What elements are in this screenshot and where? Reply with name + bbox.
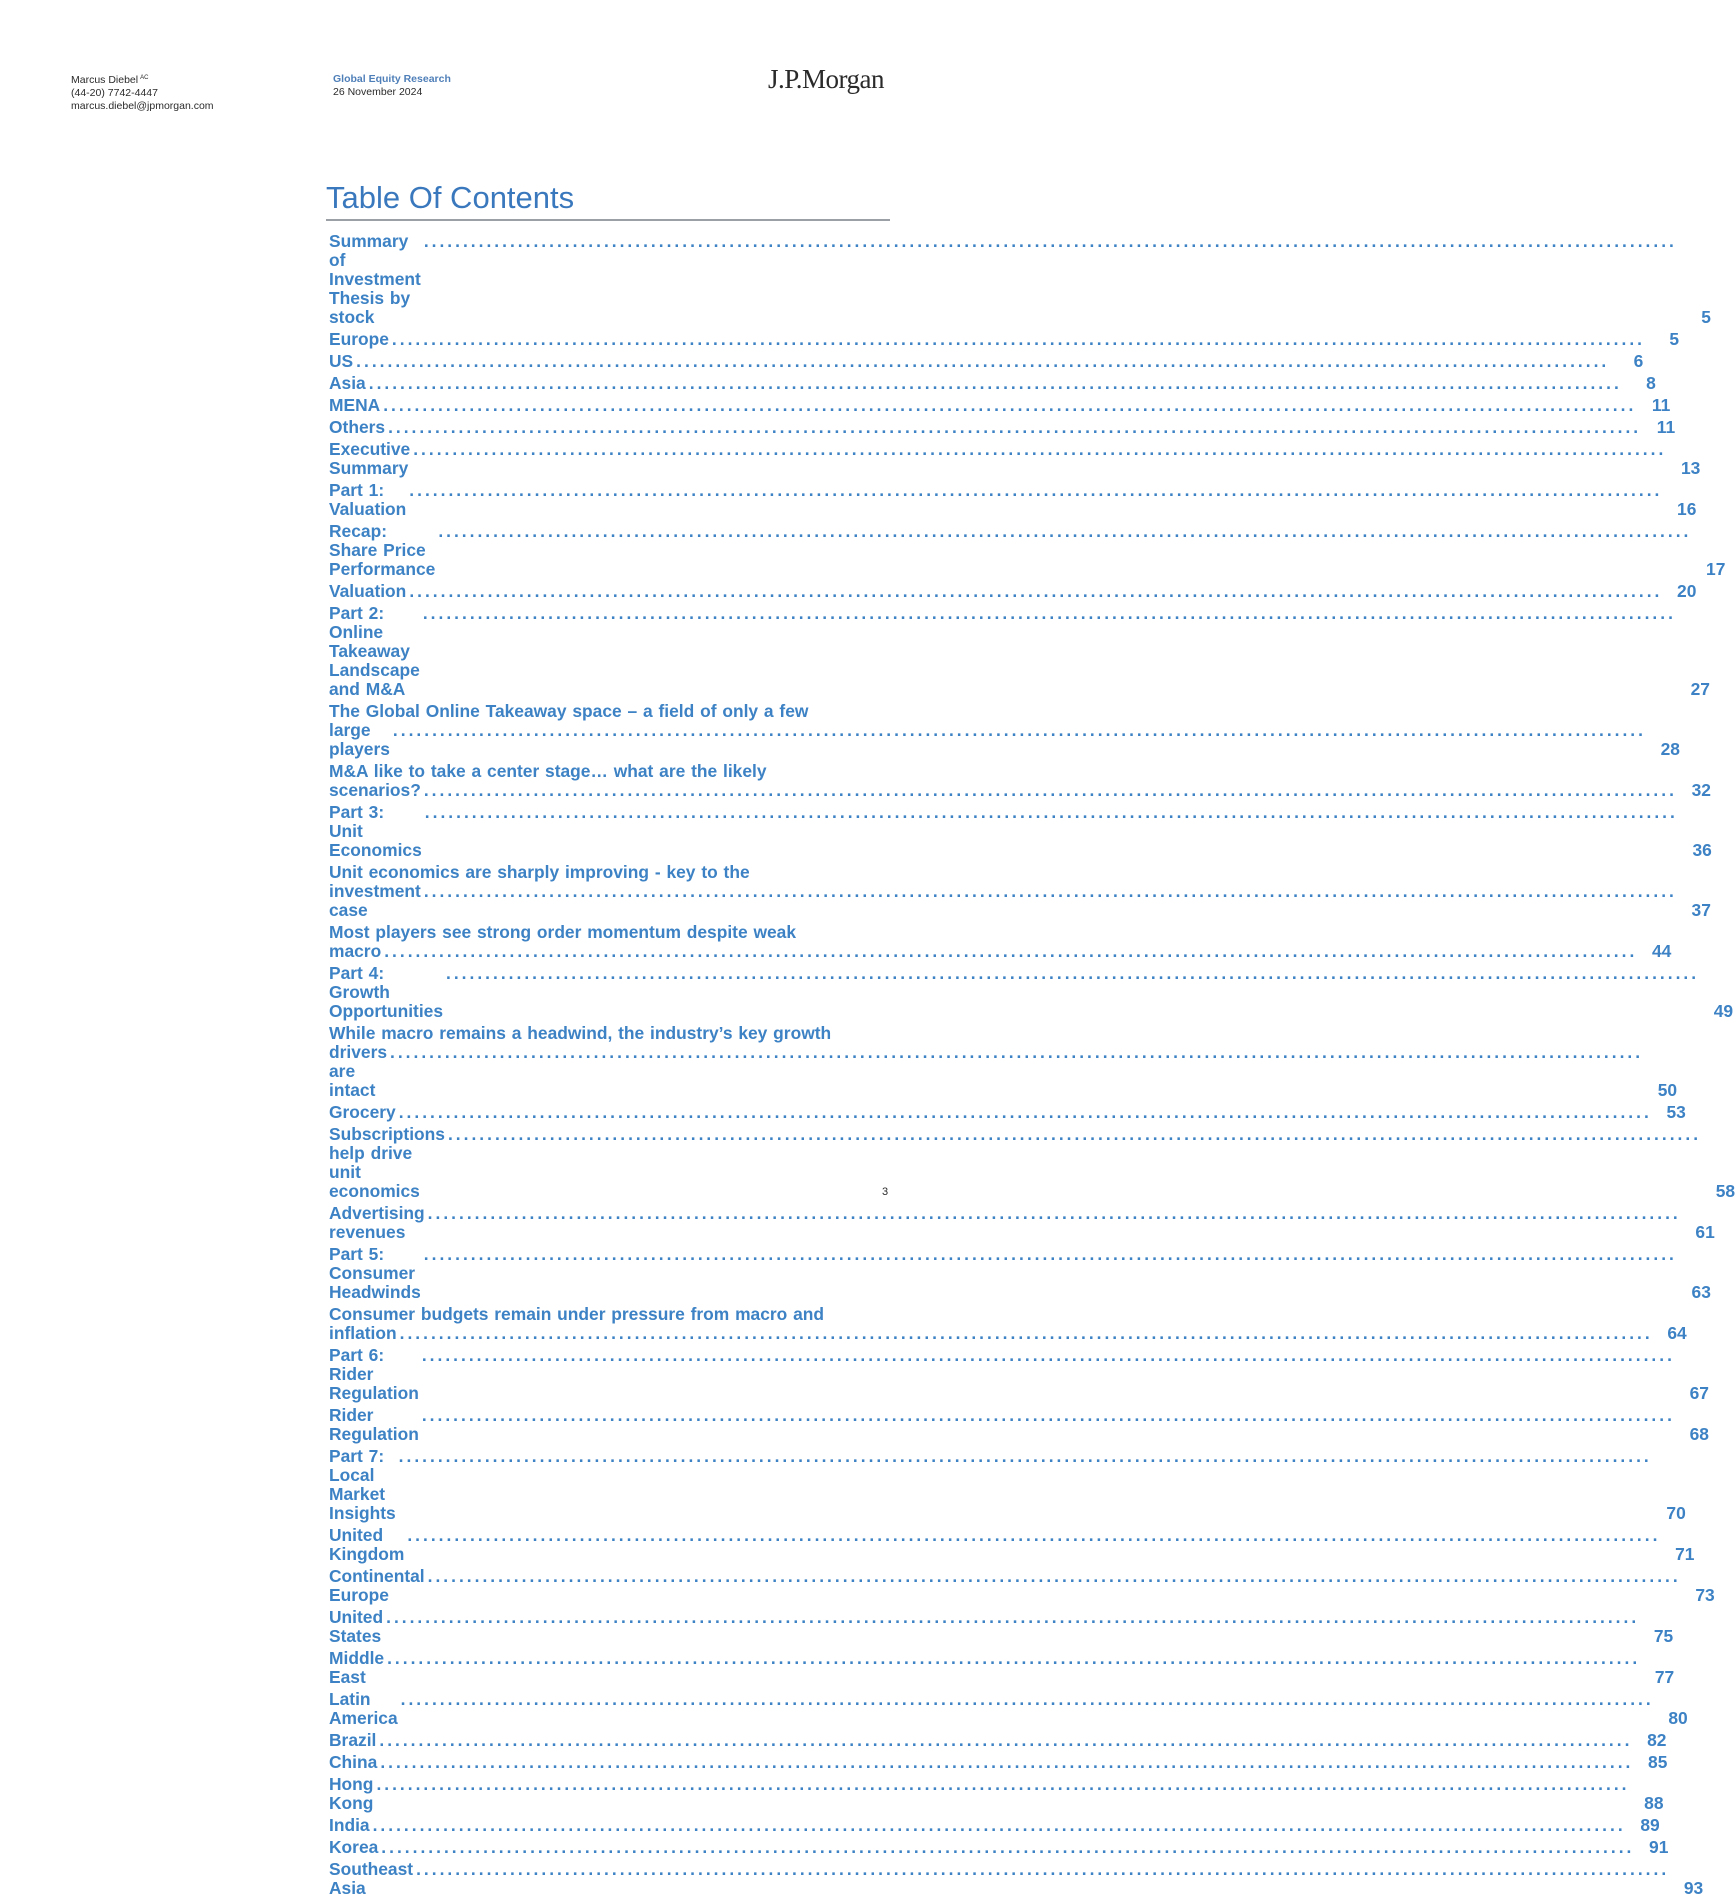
toc-entry-title [329,964,1705,1021]
toc-entry-title [329,352,1615,371]
report-date: 26 November 2024 [333,86,423,98]
toc-entry[interactable] [329,1689,1688,1728]
toc-entry-title [329,396,1642,415]
dot-leader [421,1245,1677,1264]
toc-entry-page: 63 [1691,1282,1711,1302]
author-email[interactable]: marcus.diebel@jpmorgan.com [71,100,214,112]
toc-entry[interactable] [329,417,1676,437]
research-block [333,73,451,99]
author-name: Marcus Diebel [71,74,139,86]
toc-entry-title-text: China [329,1752,378,1772]
toc-entry-title [329,1103,1658,1122]
toc-entry-title [329,374,1628,393]
toc-entry[interactable] [329,329,1679,349]
toc-entry[interactable] [329,1815,1660,1835]
toc-entry-page: 36 [1692,840,1712,860]
toc-entry-title [329,481,1668,519]
dot-leader [373,1775,1629,1794]
toc-entry[interactable] [329,1774,1664,1813]
toc-entry-title [329,440,1672,478]
dot-leader [353,352,1609,371]
toc-entry-title-text: Advertising revenues [329,1203,425,1242]
toc-entry-page: 17 [1706,559,1726,579]
toc-entry-title-line1: The Global Online Takeaway space – a field of only a few [329,701,809,721]
toc-entry[interactable] [329,1124,1735,1201]
toc-title: Table Of Contents [326,180,575,215]
toc-entry-title-text: United Kingdom [329,1525,405,1564]
dot-leader [435,522,1691,541]
toc-entry-title-line1: M&A like to take a center stage… what are the likely [329,761,767,781]
toc-entry-page: 8 [1646,373,1656,393]
toc-entry-title [329,1125,1707,1201]
toc-entry[interactable] [329,1304,1687,1343]
toc-entry-page: 82 [1647,1730,1667,1750]
toc-entry[interactable] [329,1752,1668,1772]
toc-entry-title [329,418,1647,437]
toc-entry-title-text: Part 4: Growth Opportunities [329,963,443,1021]
toc-entry-page: 13 [1680,458,1701,478]
toc-entry-page: 50 [1657,1080,1678,1100]
toc-entry[interactable] [329,922,1672,961]
toc-entry-title-text: investment case [329,881,421,920]
toc-entry[interactable] [329,1730,1667,1750]
toc-entry-title [329,1346,1681,1403]
toc-entry[interactable] [329,521,1726,579]
dot-leader [419,1406,1675,1425]
toc-entry-page: 6 [1633,351,1644,371]
dot-leader [376,1731,1632,1750]
dot-leader [377,1753,1633,1772]
toc-entry-title [329,803,1684,860]
toc-entry[interactable] [329,395,1671,415]
toc-entry[interactable] [329,701,1680,759]
toc-entry[interactable] [329,1837,1669,1857]
toc-entry-page: 16 [1677,499,1697,519]
toc-entry-title [329,1816,1632,1835]
toc-entry-page: 5 [1669,329,1679,349]
toc-entry[interactable] [329,862,1711,920]
toc-entry-page: 11 [1651,395,1671,415]
toc-entry-page: 93 [1683,1878,1704,1898]
toc-entry-title-text: Europe [329,329,389,349]
toc-entry-title [329,762,1683,800]
toc-entry-title [329,863,1683,920]
toc-entry-title [329,1526,1666,1564]
toc-entry-title-text: Brazil [329,1730,377,1750]
toc-entry-title-line1: Unit economics are sharply improving - key to the [329,862,750,882]
dot-leader [422,803,1678,822]
toc-entry-title [329,582,1668,601]
dot-leader [387,1043,1643,1062]
toc-entry-title [329,522,1697,579]
toc-entry-page: 75 [1653,1626,1674,1646]
toc-entry-page: 64 [1667,1323,1687,1343]
dot-leader [445,1125,1701,1144]
toc-entry-page: 11 [1656,417,1676,437]
toc-entry[interactable] [329,761,1711,800]
toc-entry-title [329,1406,1681,1444]
toc-entry-title [329,1860,1675,1898]
dot-leader [410,440,1666,459]
toc-entry-title-text: Part 5: Consumer Headwinds [329,1244,421,1302]
toc-entry-page: 88 [1644,1793,1664,1813]
toc-entry[interactable] [329,231,1711,327]
toc-entry[interactable] [329,373,1656,393]
dot-leader [380,396,1636,415]
dot-leader [390,721,1646,740]
toc-entry-title-text: Part 3: Unit Economics [329,802,422,860]
toc-entry-page: 32 [1691,780,1711,800]
page-number: 3 [882,1186,889,1198]
dot-leader [421,232,1677,251]
toc-entry-title [329,1608,1645,1646]
toc-entry[interactable] [329,1525,1695,1564]
toc-entry[interactable] [329,603,1710,699]
toc-entry-title-text: Summary of Investment Thesis by stock [329,231,421,327]
toc-entry-title-text: scenarios? [329,780,421,800]
toc-entry-title-text: Rider Regulation [329,1405,419,1444]
author-phone: (44-20) 7742-4447 [71,87,158,99]
toc-entry-title-text: Southeast Asia [329,1859,414,1898]
toc-entry-title [329,1567,1687,1605]
toc-entry[interactable] [329,581,1697,601]
toc-entry-title-text: Part 6: Rider Regulation [329,1345,419,1403]
toc-entry[interactable] [329,1648,1675,1687]
toc-entry-title [329,702,1652,759]
toc-entry-page: 91 [1649,1837,1669,1857]
toc-entry[interactable] [329,1607,1674,1646]
toc-entry-title [329,1245,1683,1302]
toc-entry-title-text: Subscriptions help drive unit economics [329,1124,445,1201]
toc-entry-page: 73 [1695,1585,1715,1605]
toc-entry[interactable] [329,1446,1686,1523]
toc-entry[interactable] [329,480,1697,519]
toc-entry-page: 49 [1713,1001,1734,1021]
toc-entry[interactable] [329,1244,1711,1302]
dot-leader [384,1649,1640,1668]
toc-entry-title-text: Continental Europe [329,1566,425,1605]
toc-entry-page: 5 [1701,307,1711,327]
dot-leader [396,1447,1652,1466]
toc-entry-title-text: Part 2: Online Takeaway Landscape and M&A [329,603,420,699]
toc-entry-page: 58 [1715,1181,1735,1201]
toc-entry-title [329,1731,1638,1750]
toc-entry-title [329,1775,1636,1813]
toc-entry-title-text: United States [329,1607,384,1646]
dot-leader [383,1608,1639,1627]
dot-leader [404,1526,1660,1545]
dot-leader [378,1838,1634,1857]
dot-leader [425,1204,1681,1223]
toc-entry-title [329,604,1682,699]
toc-entry[interactable] [329,351,1644,371]
toc-entry-title-text: US [329,351,354,371]
toc-entry-title-text: Korea [329,1837,379,1857]
dot-leader [425,1567,1681,1586]
dot-leader [370,1816,1626,1835]
dot-leader [385,418,1641,437]
toc-entry-title-text: Hong Kong [329,1774,374,1813]
toc-entry-title [329,1690,1660,1728]
toc-entry-title [329,1204,1687,1242]
toc-entry-title-text: Valuation [329,581,407,601]
toc-entry-title-text: Part 7: Local Market Insights [329,1446,396,1523]
dot-leader [406,481,1662,500]
toc-entry-title-text: large players [329,720,390,759]
toc-entry-title-text: drivers are intact [329,1042,388,1100]
toc-entry[interactable] [329,963,1734,1021]
toc-list [329,231,1735,1901]
toc-entry-title [329,1649,1646,1687]
toc-entry[interactable] [329,1345,1709,1403]
dot-leader [381,942,1637,961]
toc-entry-title-text: Others [329,417,386,437]
toc-entry[interactable] [329,1102,1686,1122]
dot-leader [421,882,1677,901]
toc-entry-title-text: macro [329,941,382,961]
toc-entry-page: 70 [1666,1503,1686,1523]
toc-entry[interactable] [329,1023,1678,1100]
jpmorgan-logo: J.P.Morgan [768,64,885,94]
toc-entry-title-line1: Most players see strong order momentum despite weak [329,922,797,942]
toc-entry-title-line1: While macro remains a headwind, the industry’s key growth [329,1023,832,1043]
title-divider [326,219,890,221]
toc-entry-page: 85 [1648,1752,1668,1772]
toc-entry-title [329,1305,1659,1343]
toc-entry[interactable] [329,1405,1709,1444]
dot-leader [397,1324,1653,1343]
toc-entry-title [329,1447,1658,1523]
toc-entry-title-text: Asia [329,373,366,393]
toc-entry-title [329,330,1651,349]
author-sup: AC [140,75,149,81]
toc-entry-page: 27 [1690,679,1710,699]
toc-entry-page: 61 [1695,1222,1715,1242]
dot-leader [366,374,1622,393]
toc-entry-page: 67 [1689,1383,1709,1403]
toc-entry-page: 44 [1651,941,1672,961]
toc-entry[interactable] [329,439,1701,478]
toc-entry-title-text: Executive Summary [329,439,411,478]
toc-entry[interactable] [329,1203,1715,1242]
toc-entry-page: 80 [1668,1708,1688,1728]
toc-entry-page: 53 [1666,1102,1686,1122]
dot-leader [389,330,1645,349]
toc-entry[interactable] [329,1859,1704,1898]
toc-entry-title-line1: Consumer budgets remain under pressure from macro and [329,1304,825,1324]
toc-entry-page: 77 [1654,1667,1675,1687]
toc-entry-title [329,923,1643,961]
toc-entry-title [329,232,1683,327]
dot-leader [406,582,1662,601]
toc-entry-title-text: India [329,1815,370,1835]
toc-entry-page: 20 [1677,581,1697,601]
dot-leader [396,1103,1652,1122]
toc-entry-page: 28 [1660,739,1680,759]
toc-entry-title-text: inflation [329,1323,397,1343]
toc-entry-title-text: Latin America [329,1689,398,1728]
toc-entry[interactable] [329,1566,1715,1605]
toc-entry-title-text: Part 1: Valuation [329,480,407,519]
dot-leader [421,781,1677,800]
author-block [71,72,214,113]
dot-leader [398,1690,1654,1709]
dot-leader [419,1346,1675,1365]
toc-entry-title [329,1753,1639,1772]
toc-entry-title-text: MENA [329,395,381,415]
toc-entry[interactable] [329,802,1712,860]
dot-leader [413,1860,1669,1879]
dot-leader [420,604,1676,623]
toc-entry-title-text: Grocery [329,1102,396,1122]
toc-entry-page: 89 [1640,1815,1660,1835]
dot-leader [443,964,1699,983]
toc-entry-title-text: Recap: Share Price Performance [329,521,436,579]
research-unit: Global Equity Research [333,73,451,85]
toc-entry-title [329,1838,1640,1857]
toc-entry-page: 71 [1675,1544,1695,1564]
toc-entry-title [329,1024,1649,1100]
toc-entry-title-text: Middle East [329,1648,385,1687]
toc-entry-page: 68 [1689,1424,1709,1444]
toc-entry-page: 37 [1691,900,1711,920]
